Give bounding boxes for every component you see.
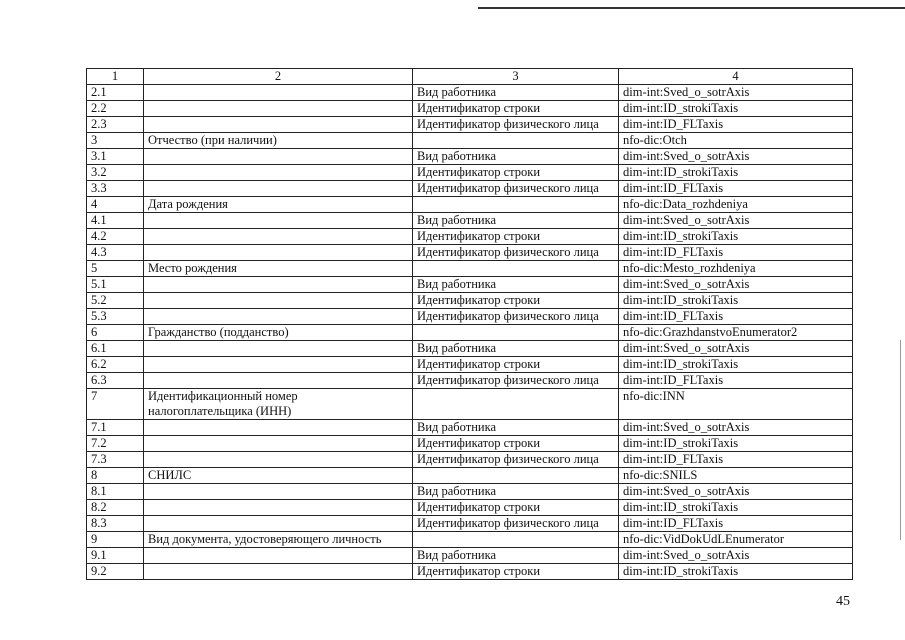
dimension-label-cell (413, 389, 619, 420)
element-name-cell (144, 213, 413, 229)
table-row (87, 261, 853, 277)
taxonomy-element-cell: nfo-dic:Mesto_rozhdeniya (619, 261, 853, 277)
taxonomy-element-cell: dim-int:ID_FLTaxis (619, 452, 853, 468)
table-row (87, 516, 853, 532)
table-row (87, 357, 853, 373)
taxonomy-element-cell: dim-int:Sved_o_sotrAxis (619, 85, 853, 101)
taxonomy-element-cell: dim-int:ID_strokiTaxis (619, 165, 853, 181)
table-row (87, 389, 853, 420)
table-row (87, 213, 853, 229)
element-name-cell (144, 516, 413, 532)
taxonomy-element-cell: dim-int:Sved_o_sotrAxis (619, 420, 853, 436)
dimension-label-cell: Идентификатор физического лица (413, 245, 619, 261)
row-number-cell: 5 (87, 261, 144, 277)
dimension-label-cell: Идентификатор строки (413, 293, 619, 309)
taxonomy-element-cell: dim-int:ID_strokiTaxis (619, 101, 853, 117)
dimension-label-cell: Идентификатор физического лица (413, 452, 619, 468)
taxonomy-element-cell: dim-int:Sved_o_sotrAxis (619, 484, 853, 500)
element-name-cell: Отчество (при наличии) (144, 133, 413, 149)
dimension-label-cell: Идентификатор строки (413, 357, 619, 373)
taxonomy-element-cell: dim-int:ID_strokiTaxis (619, 500, 853, 516)
dimension-label-cell: Вид работника (413, 341, 619, 357)
element-name-cell (144, 309, 413, 325)
dimension-label-cell: Идентификатор строки (413, 101, 619, 117)
dimension-label-cell (413, 261, 619, 277)
taxonomy-element-cell: dim-int:ID_FLTaxis (619, 181, 853, 197)
element-name-cell (144, 341, 413, 357)
taxonomy-element-cell: dim-int:ID_FLTaxis (619, 117, 853, 133)
scan-edge-line (900, 340, 901, 540)
element-name-cell (144, 117, 413, 133)
row-number-cell: 4.3 (87, 245, 144, 261)
row-number-cell: 9 (87, 532, 144, 548)
row-number-cell: 7.2 (87, 436, 144, 452)
taxonomy-element-cell: dim-int:Sved_o_sotrAxis (619, 149, 853, 165)
element-name-cell (144, 452, 413, 468)
element-name-cell (144, 245, 413, 261)
taxonomy-mapping-table (86, 68, 853, 580)
table-row (87, 85, 853, 101)
dimension-label-cell: Вид работника (413, 484, 619, 500)
table-row (87, 532, 853, 548)
element-name-cell: Дата рождения (144, 197, 413, 213)
taxonomy-element-cell: dim-int:ID_strokiTaxis (619, 436, 853, 452)
element-name-cell (144, 85, 413, 101)
element-name-cell (144, 357, 413, 373)
element-name-cell (144, 181, 413, 197)
taxonomy-element-cell: dim-int:ID_strokiTaxis (619, 229, 853, 245)
page-number: 45 (836, 594, 850, 609)
element-name-cell (144, 149, 413, 165)
table-row (87, 277, 853, 293)
taxonomy-element-cell: dim-int:ID_FLTaxis (619, 309, 853, 325)
table-row (87, 341, 853, 357)
dimension-label-cell (413, 325, 619, 341)
table-row (87, 500, 853, 516)
row-number-cell: 6.3 (87, 373, 144, 389)
element-name-cell: Идентификационный номер налогоплательщика (ИНН) (144, 389, 413, 420)
row-number-cell: 2.1 (87, 85, 144, 101)
taxonomy-element-cell: dim-int:ID_strokiTaxis (619, 564, 853, 580)
row-number-cell: 7.1 (87, 420, 144, 436)
dimension-label-cell: Идентификатор физического лица (413, 516, 619, 532)
row-number-cell: 6.2 (87, 357, 144, 373)
row-number-cell: 6.1 (87, 341, 144, 357)
table-row (87, 165, 853, 181)
table-row (87, 325, 853, 341)
dimension-label-cell: Идентификатор физического лица (413, 181, 619, 197)
row-number-cell: 2.2 (87, 101, 144, 117)
element-name-cell (144, 436, 413, 452)
element-name-cell (144, 548, 413, 564)
dimension-label-cell: Идентификатор строки (413, 165, 619, 181)
row-number-cell: 5.3 (87, 309, 144, 325)
taxonomy-element-cell: nfo-dic:Data_rozhdeniya (619, 197, 853, 213)
dimension-label-cell: Идентификатор физического лица (413, 373, 619, 389)
table-row (87, 548, 853, 564)
header-rule (478, 7, 905, 9)
table-row (87, 420, 853, 436)
table-header-row (87, 69, 853, 85)
row-number-cell: 9.2 (87, 564, 144, 580)
table-row (87, 373, 853, 389)
element-name-cell: Вид документа, удостоверяющего личность (144, 532, 413, 548)
table-row (87, 229, 853, 245)
element-name-cell (144, 229, 413, 245)
row-number-cell: 4.1 (87, 213, 144, 229)
table-row (87, 197, 853, 213)
row-number-cell: 5.1 (87, 277, 144, 293)
row-number-cell: 3.1 (87, 149, 144, 165)
row-number-cell: 3.3 (87, 181, 144, 197)
dimension-label-cell: Вид работника (413, 548, 619, 564)
taxonomy-element-cell: nfo-dic:GrazhdanstvoEnumerator2 (619, 325, 853, 341)
table-row (87, 117, 853, 133)
element-name-cell: Гражданство (подданство) (144, 325, 413, 341)
dimension-label-cell: Вид работника (413, 277, 619, 293)
element-name-cell (144, 420, 413, 436)
table-row (87, 293, 853, 309)
element-name-cell (144, 484, 413, 500)
dimension-label-cell (413, 468, 619, 484)
taxonomy-element-cell: nfo-dic:SNILS (619, 468, 853, 484)
dimension-label-cell: Вид работника (413, 420, 619, 436)
row-number-cell: 4.2 (87, 229, 144, 245)
taxonomy-element-cell: nfo-dic:Otch (619, 133, 853, 149)
column-header: 4 (619, 69, 853, 85)
column-header: 2 (144, 69, 413, 85)
column-header: 1 (87, 69, 144, 85)
table-row (87, 181, 853, 197)
table-row (87, 245, 853, 261)
dimension-label-cell (413, 133, 619, 149)
row-number-cell: 5.2 (87, 293, 144, 309)
column-header: 3 (413, 69, 619, 85)
element-name-cell (144, 373, 413, 389)
element-name-cell: СНИЛС (144, 468, 413, 484)
row-number-cell: 7.3 (87, 452, 144, 468)
table-row (87, 309, 853, 325)
taxonomy-element-cell: nfo-dic:INN (619, 389, 853, 420)
taxonomy-element-cell: dim-int:ID_FLTaxis (619, 516, 853, 532)
taxonomy-element-cell: dim-int:ID_FLTaxis (619, 373, 853, 389)
table-row (87, 452, 853, 468)
table-row (87, 149, 853, 165)
table-row (87, 436, 853, 452)
element-name-cell (144, 500, 413, 516)
taxonomy-element-cell: dim-int:Sved_o_sotrAxis (619, 213, 853, 229)
dimension-label-cell: Идентификатор строки (413, 436, 619, 452)
dimension-label-cell: Вид работника (413, 149, 619, 165)
row-number-cell: 8.3 (87, 516, 144, 532)
taxonomy-element-cell: dim-int:Sved_o_sotrAxis (619, 341, 853, 357)
element-name-cell (144, 101, 413, 117)
taxonomy-element-cell: dim-int:ID_strokiTaxis (619, 357, 853, 373)
element-name-cell: Место рождения (144, 261, 413, 277)
dimension-label-cell: Вид работника (413, 85, 619, 101)
row-number-cell: 3 (87, 133, 144, 149)
taxonomy-element-cell: dim-int:Sved_o_sotrAxis (619, 548, 853, 564)
element-name-cell (144, 564, 413, 580)
row-number-cell: 3.2 (87, 165, 144, 181)
table-row (87, 468, 853, 484)
dimension-label-cell (413, 532, 619, 548)
row-number-cell: 9.1 (87, 548, 144, 564)
element-name-cell (144, 165, 413, 181)
row-number-cell: 4 (87, 197, 144, 213)
dimension-label-cell: Идентификатор строки (413, 229, 619, 245)
taxonomy-element-cell: dim-int:ID_strokiTaxis (619, 293, 853, 309)
element-name-cell (144, 293, 413, 309)
dimension-label-cell: Идентификатор физического лица (413, 309, 619, 325)
dimension-label-cell (413, 197, 619, 213)
taxonomy-element-cell: dim-int:Sved_o_sotrAxis (619, 277, 853, 293)
taxonomy-element-cell: nfo-dic:VidDokUdLEnumerator (619, 532, 853, 548)
dimension-label-cell: Идентификатор физического лица (413, 117, 619, 133)
dimension-label-cell: Вид работника (413, 213, 619, 229)
element-name-cell (144, 277, 413, 293)
table-row (87, 564, 853, 580)
row-number-cell: 6 (87, 325, 144, 341)
taxonomy-element-cell: dim-int:ID_FLTaxis (619, 245, 853, 261)
dimension-label-cell: Идентификатор строки (413, 500, 619, 516)
dimension-label-cell: Идентификатор строки (413, 564, 619, 580)
table-row (87, 484, 853, 500)
row-number-cell: 8.2 (87, 500, 144, 516)
row-number-cell: 2.3 (87, 117, 144, 133)
row-number-cell: 8.1 (87, 484, 144, 500)
row-number-cell: 7 (87, 389, 144, 420)
table-row (87, 133, 853, 149)
row-number-cell: 8 (87, 468, 144, 484)
table-row (87, 101, 853, 117)
